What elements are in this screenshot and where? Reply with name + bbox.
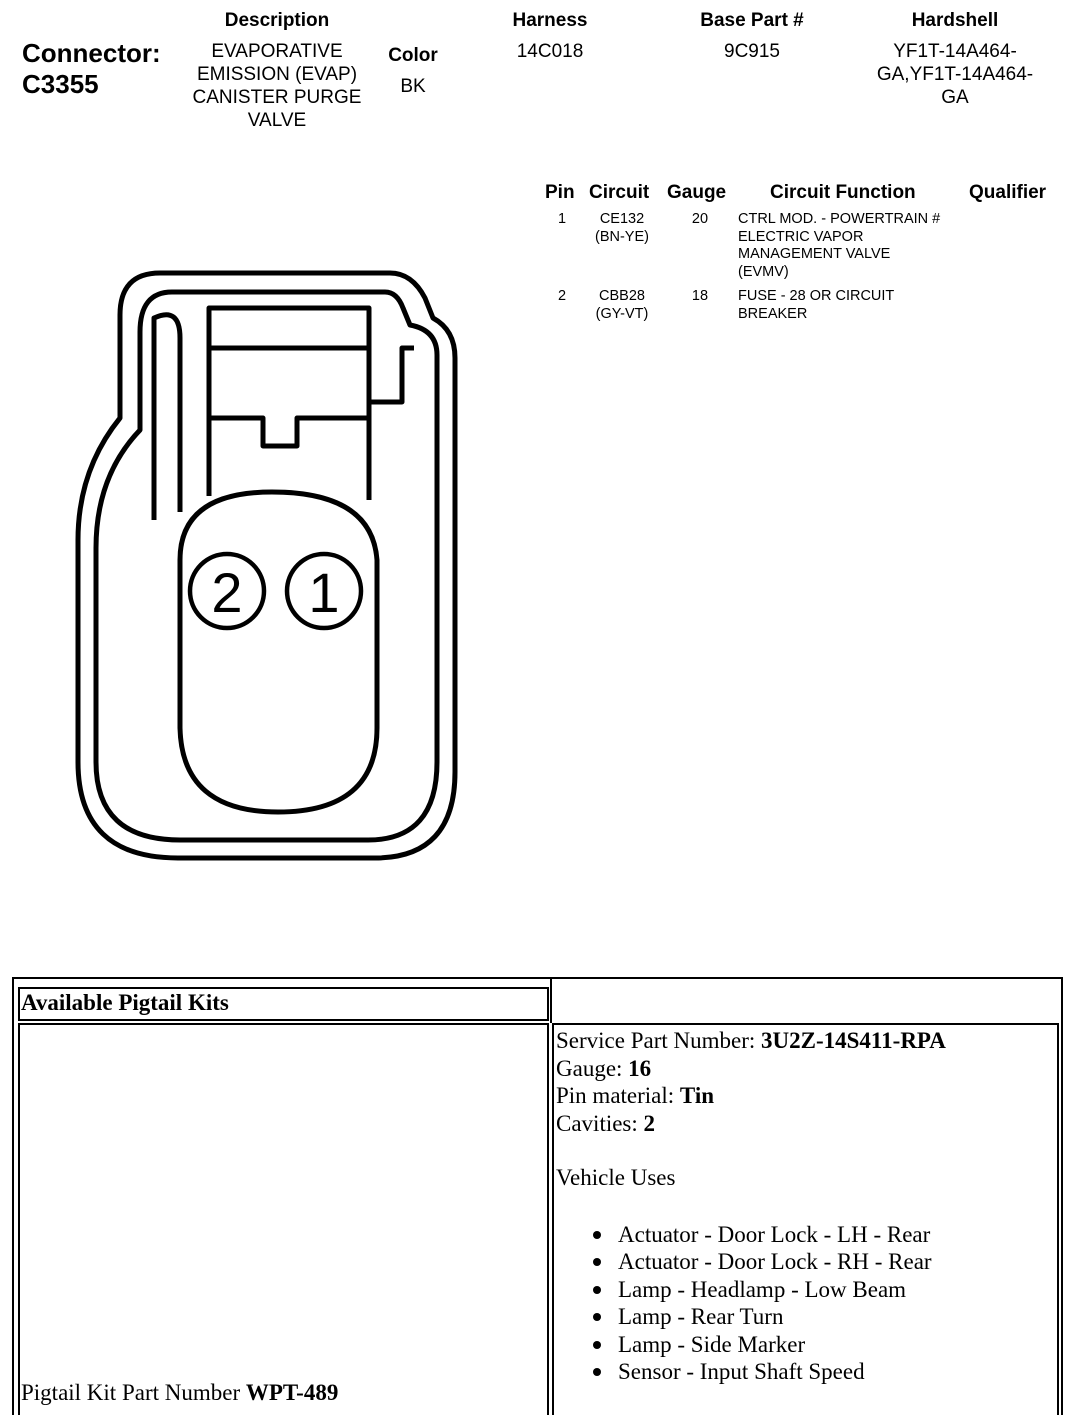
vehicle-uses-list — [556, 1221, 1056, 1386]
bullet-icon — [593, 1231, 601, 1239]
pin-number: 2 — [557, 288, 567, 304]
function-line: MANAGEMENT VALVE — [738, 246, 891, 262]
pin-2-label: 2 — [211, 561, 243, 624]
bullet-icon — [593, 1368, 601, 1376]
bullet-icon — [593, 1286, 601, 1294]
latch-slot — [154, 315, 180, 520]
gauge-row — [556, 1055, 1056, 1083]
pigtail-divider — [550, 977, 552, 1023]
pigtail-kit-cell — [18, 1023, 549, 1415]
service-part-value: 3U2Z-14S411-RPA — [761, 1028, 946, 1053]
function-line: (EVMV) — [738, 263, 789, 280]
color-label: Color — [388, 45, 438, 66]
hardshell-line: GA — [941, 87, 969, 108]
list-item — [556, 1331, 1056, 1359]
pigtail-kit-part — [21, 1379, 338, 1407]
list-item — [556, 1303, 1056, 1331]
connector-id: C3355 — [22, 69, 99, 99]
cavities-row — [556, 1110, 1056, 1138]
latch-rect — [209, 308, 369, 500]
gauge-label: Gauge: — [556, 1055, 629, 1081]
cavities-value: 2 — [643, 1110, 656, 1136]
gauge-value: 16 — [628, 1055, 652, 1081]
list-item — [556, 1276, 1056, 1304]
description-line: CANISTER PURGE — [192, 87, 362, 108]
pin-1-label: 1 — [308, 561, 340, 624]
description-line: EVAPORATIVE — [211, 41, 343, 62]
pin-material-value: Tin — [679, 1083, 715, 1108]
circuit-code: CE132 — [599, 211, 645, 227]
description-line: EMISSION (EVAP) — [196, 64, 358, 85]
pigtail-details — [556, 1027, 1056, 1386]
cavities-label: Cavities: — [556, 1110, 644, 1136]
vehicle-use-text: Lamp - Rear Turn — [618, 1304, 784, 1329]
circuit-header: Circuit — [589, 182, 650, 203]
description-line: VALVE — [247, 110, 307, 131]
connector-outer-shell — [78, 273, 455, 858]
harness-value: 14C018 — [516, 41, 584, 62]
pin-material-label: Pin material: — [556, 1083, 680, 1108]
circuit-color: (GY-VT) — [595, 305, 649, 322]
connector-inner-outline — [96, 292, 437, 840]
hardshell-line: YF1T-14A464- — [893, 41, 1017, 62]
vehicle-use-text: Actuator - Door Lock - LH - Rear — [618, 1221, 931, 1247]
pin-header: Pin — [545, 182, 575, 203]
vehicle-use-text: Lamp - Headlamp - Low Beam — [618, 1276, 907, 1302]
vehicle-use-text: Actuator - Door Lock - RH - Rear — [618, 1249, 932, 1274]
service-part-row — [556, 1027, 1056, 1055]
bullet-icon — [593, 1258, 601, 1266]
vehicle-use-text: Sensor - Input Shaft Speed — [618, 1359, 865, 1384]
vehicle-uses-label: Vehicle Uses — [556, 1165, 676, 1190]
hardshell-line: GA,YF1T-14A464- — [876, 64, 1034, 85]
pin-number: 1 — [557, 211, 567, 227]
gauge-header: Gauge — [667, 182, 727, 203]
circuit-color: (BN-YE) — [595, 228, 649, 245]
list-item — [556, 1358, 1056, 1386]
bullet-icon — [593, 1313, 601, 1321]
service-part-label: Service Part Number: — [556, 1028, 762, 1053]
harness-label: Harness — [512, 10, 588, 31]
function-line: CTRL MOD. - POWERTRAIN # — [738, 211, 941, 227]
circuit-function-header: Circuit Function — [770, 182, 916, 203]
function-line: FUSE - 28 OR CIRCUIT — [738, 288, 895, 304]
base-part-value: 9C915 — [724, 41, 780, 62]
list-item — [556, 1221, 1056, 1249]
vehicle-use-text: Lamp - Side Marker — [618, 1331, 806, 1357]
gauge-cell: 20 — [691, 211, 709, 227]
latch-key — [209, 418, 369, 446]
function-line: BREAKER — [738, 305, 808, 322]
base-part-label: Base Part # — [700, 10, 804, 31]
connector-label: Connector: — [22, 38, 161, 68]
keying-rib — [369, 348, 414, 402]
kit-part-label: Pigtail Kit Part Number — [21, 1380, 246, 1405]
hardshell-label: Hardshell — [911, 10, 999, 31]
kit-part-value: WPT-489 — [245, 1380, 339, 1405]
gauge-cell: 18 — [691, 288, 709, 304]
list-item — [556, 1248, 1056, 1276]
bullet-icon — [593, 1341, 601, 1349]
pigtail-title: Available Pigtail Kits — [21, 990, 229, 1015]
circuit-code: CBB28 — [599, 288, 645, 304]
color-value: BK — [400, 76, 426, 97]
description-label: Description — [224, 10, 330, 31]
pin-cavity — [180, 492, 377, 812]
pin-material-row — [556, 1082, 1056, 1110]
qualifier-header: Qualifier — [969, 182, 1047, 203]
function-line: ELECTRIC VAPOR — [738, 228, 864, 245]
